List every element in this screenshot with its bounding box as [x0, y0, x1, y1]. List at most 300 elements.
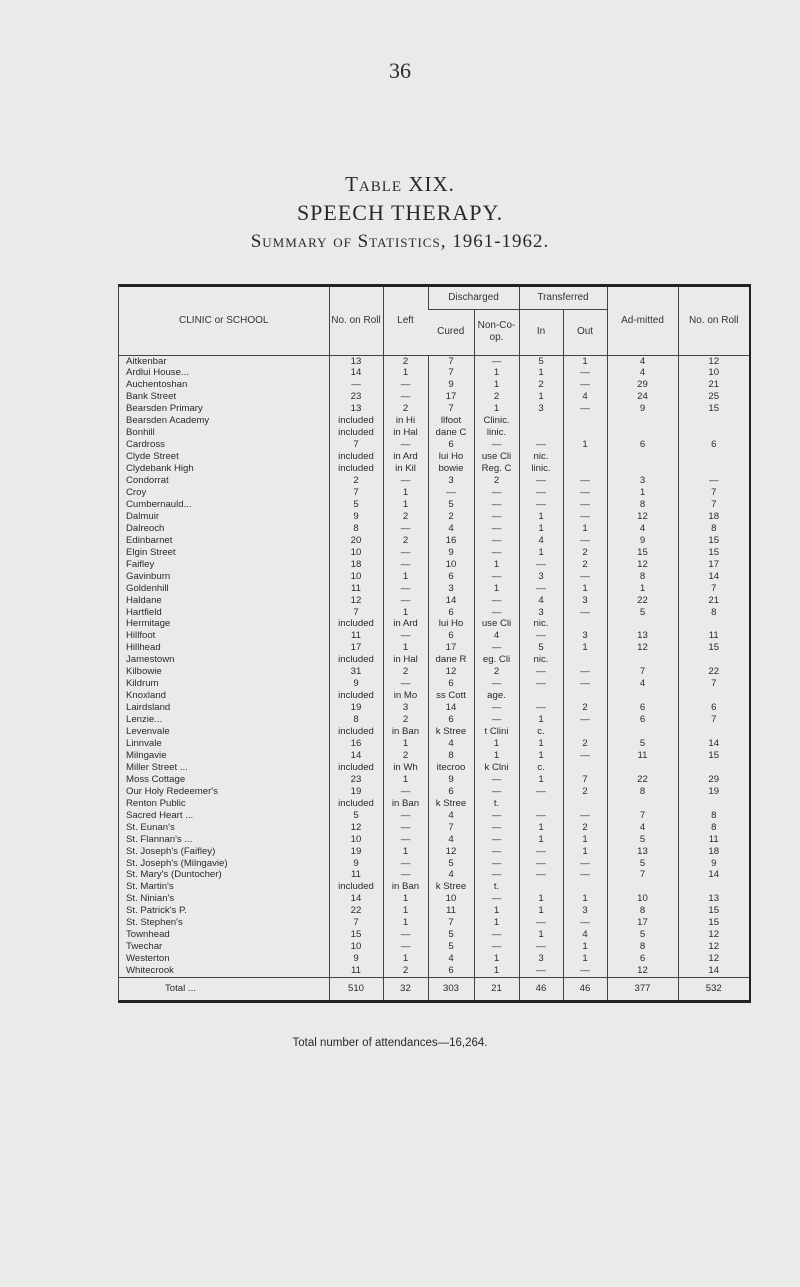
row-cell — [678, 726, 749, 738]
row-cell: — — [563, 499, 607, 511]
row-cell: 1 — [383, 738, 428, 750]
row-cell: 5 — [329, 810, 383, 822]
row-cell: 1 — [607, 487, 678, 499]
row-cell — [607, 690, 678, 702]
row-cell: 25 — [678, 391, 749, 403]
row-cell: eg. Cli — [474, 654, 519, 666]
row-cell: 8 — [678, 810, 749, 822]
row-cell: 5 — [607, 738, 678, 750]
row-cell: 23 — [329, 391, 383, 403]
page-title: SPEECH THERAPY. — [296, 200, 504, 225]
row-cell: 10 — [428, 559, 474, 571]
row-cell: 17 — [607, 917, 678, 929]
row-cell: — — [474, 571, 519, 583]
row-clinic-name: Clydebank High — [126, 463, 194, 475]
row-cell — [678, 451, 749, 463]
row-cell: — — [519, 678, 563, 690]
row-cell: 14 — [678, 965, 749, 977]
row-cell: 7 — [678, 714, 749, 726]
table-row — [119, 941, 749, 953]
table-row — [119, 714, 749, 726]
row-cell: 1 — [383, 905, 428, 917]
row-cell: — — [519, 941, 563, 953]
row-cell: 7 — [329, 917, 383, 929]
table-row — [119, 607, 749, 619]
table-row — [119, 451, 749, 463]
row-cell: 11 — [329, 583, 383, 595]
row-cell: — — [563, 666, 607, 678]
row-cell: bowie — [428, 463, 474, 475]
row-clinic-name: Our Holy Redeemer's — [126, 785, 218, 797]
row-cell: 15 — [678, 905, 749, 917]
row-cell: 15 — [678, 403, 749, 415]
row-cell: 2 — [383, 666, 428, 678]
row-cell: — — [474, 846, 519, 858]
row-cell: 4 — [607, 678, 678, 690]
row-cell: 7 — [563, 774, 607, 786]
row-cell: llfoot — [428, 415, 474, 427]
row-cell: 2 — [563, 738, 607, 750]
row-cell: t. — [474, 798, 519, 810]
row-cell: 1 — [519, 367, 563, 379]
row-cell: 21 — [678, 379, 749, 391]
row-cell: — — [474, 714, 519, 726]
table-row — [119, 798, 749, 810]
row-cell: 10 — [329, 834, 383, 846]
row-clinic-name: St. Martin's — [126, 881, 174, 893]
row-cell: 2 — [563, 559, 607, 571]
row-cell: 14 — [329, 367, 383, 379]
row-cell: 7 — [678, 583, 749, 595]
row-cell: — — [474, 941, 519, 953]
row-cell: 1 — [383, 846, 428, 858]
row-cell: 1 — [474, 953, 519, 965]
row-cell: 10 — [428, 893, 474, 905]
row-cell — [607, 654, 678, 666]
row-cell: 4 — [607, 822, 678, 834]
row-cell: 4 — [519, 535, 563, 547]
total-cell: 532 — [678, 978, 749, 1001]
row-cell: — — [383, 929, 428, 941]
row-cell: 1 — [563, 642, 607, 654]
row-cell — [678, 415, 749, 427]
row-cell — [607, 415, 678, 427]
statistics-table-frame — [118, 284, 751, 1003]
header-discharged: Discharged — [428, 287, 519, 309]
table-row — [119, 965, 749, 977]
row-cell — [678, 427, 749, 439]
row-cell: 8 — [607, 786, 678, 798]
row-cell: 1 — [474, 738, 519, 750]
row-cell: — — [563, 858, 607, 870]
row-cell: 12 — [329, 822, 383, 834]
row-cell: 15 — [678, 750, 749, 762]
row-cell: included — [329, 798, 383, 810]
row-cell: 19 — [329, 786, 383, 798]
row-cell: 15 — [329, 929, 383, 941]
row-cell: 7 — [329, 487, 383, 499]
row-clinic-name: Auchentoshan — [126, 379, 188, 391]
row-cell: 2 — [383, 403, 428, 415]
row-cell: — — [383, 379, 428, 391]
row-cell: nic. — [519, 654, 563, 666]
row-cell: 2 — [474, 391, 519, 403]
row-cell: 17 — [678, 559, 749, 571]
row-cell: 4 — [607, 367, 678, 379]
total-cell: 46 — [519, 978, 563, 1001]
row-cell: 2 — [383, 535, 428, 547]
row-cell: 1 — [563, 846, 607, 858]
row-cell: — — [383, 439, 428, 451]
row-cell: — — [474, 607, 519, 619]
row-cell: — — [519, 869, 563, 881]
row-clinic-name: Dalreoch — [126, 522, 165, 534]
table-row — [119, 810, 749, 822]
table-row — [119, 475, 749, 487]
row-cell: 19 — [678, 786, 749, 798]
row-cell: 18 — [678, 511, 749, 523]
table-row — [119, 630, 749, 642]
row-cell: 11 — [678, 834, 749, 846]
row-clinic-name: Milngavie — [126, 749, 167, 761]
header-no-on-roll: No. on Roll — [329, 287, 383, 355]
row-clinic-name: Kildrum — [126, 678, 159, 690]
row-cell — [563, 618, 607, 630]
row-cell: — — [383, 559, 428, 571]
row-cell: 9 — [607, 403, 678, 415]
row-cell: 14 — [678, 738, 749, 750]
row-clinic-name: Townhead — [126, 929, 170, 941]
row-cell: in Ard — [383, 451, 428, 463]
row-cell: — — [519, 487, 563, 499]
row-cell: 2 — [383, 965, 428, 977]
row-cell — [678, 798, 749, 810]
total-row — [119, 978, 749, 1001]
row-cell: 12 — [678, 953, 749, 965]
row-cell: 1 — [563, 439, 607, 451]
row-cell: — — [474, 858, 519, 870]
table-row — [119, 834, 749, 846]
row-cell: — — [563, 487, 607, 499]
row-cell: 1 — [383, 499, 428, 511]
row-cell: 1 — [474, 905, 519, 917]
row-cell: — — [519, 666, 563, 678]
row-clinic-name: St. Eunan's — [126, 821, 175, 833]
total-cell: 32 — [383, 978, 428, 1001]
row-cell: 8 — [607, 941, 678, 953]
row-cell: 1 — [474, 559, 519, 571]
table-row — [119, 523, 749, 535]
row-cell: 3 — [563, 595, 607, 607]
row-cell: 6 — [607, 714, 678, 726]
row-cell: — — [383, 595, 428, 607]
row-cell: k Clni — [474, 762, 519, 774]
row-cell: included — [329, 762, 383, 774]
row-clinic-name: Kilbowie — [126, 666, 162, 678]
row-cell: 2 — [519, 379, 563, 391]
table-row — [119, 654, 749, 666]
row-cell: — — [383, 834, 428, 846]
row-clinic-name: Croy — [126, 486, 147, 498]
table-row — [119, 391, 749, 403]
row-cell: — — [563, 571, 607, 583]
row-cell: — — [474, 929, 519, 941]
table-row — [119, 595, 749, 607]
row-cell: — — [563, 379, 607, 391]
table-row — [119, 774, 749, 786]
table-row — [119, 858, 749, 870]
row-cell: 13 — [607, 630, 678, 642]
row-cell: 1 — [563, 941, 607, 953]
row-cell: — — [383, 547, 428, 559]
row-cell: in Hal — [383, 427, 428, 439]
row-cell: included — [329, 654, 383, 666]
table-row — [119, 726, 749, 738]
table-row — [119, 929, 749, 941]
row-cell: included — [329, 726, 383, 738]
row-cell: 8 — [678, 607, 749, 619]
row-cell: — — [519, 810, 563, 822]
row-cell: 1 — [607, 583, 678, 595]
row-cell: 23 — [329, 774, 383, 786]
row-clinic-name: Westerton — [126, 953, 170, 965]
row-cell: k Stree — [428, 726, 474, 738]
row-clinic-name: Lenzie... — [126, 714, 163, 726]
row-cell: 16 — [329, 738, 383, 750]
row-cell: 5 — [607, 834, 678, 846]
row-cell: 2 — [563, 702, 607, 714]
row-cell — [607, 618, 678, 630]
row-cell: 6 — [428, 607, 474, 619]
row-cell: — — [474, 511, 519, 523]
total-cell: 303 — [428, 978, 474, 1001]
row-cell: — — [383, 822, 428, 834]
row-cell: 2 — [474, 666, 519, 678]
table-row — [119, 738, 749, 750]
row-cell: — — [474, 535, 519, 547]
row-cell: — — [563, 965, 607, 977]
row-cell: 9 — [428, 379, 474, 391]
row-cell: 7 — [678, 499, 749, 511]
table-row — [119, 355, 749, 367]
table-row — [119, 583, 749, 595]
row-cell: 6 — [678, 439, 749, 451]
row-cell — [678, 762, 749, 774]
row-cell: 3 — [519, 607, 563, 619]
row-clinic-name: St. Joseph's (Faifley) — [126, 845, 216, 857]
table-row — [119, 905, 749, 917]
table-row — [119, 499, 749, 511]
row-cell: 18 — [678, 846, 749, 858]
row-cell: — — [383, 858, 428, 870]
row-cell: 2 — [383, 750, 428, 762]
row-cell: 8 — [607, 905, 678, 917]
row-cell — [607, 798, 678, 810]
row-cell — [678, 690, 749, 702]
row-clinic-name: Miller Street ... — [126, 761, 188, 773]
row-clinic-name: Whitecrook — [126, 965, 174, 977]
row-cell: 6 — [428, 714, 474, 726]
row-cell: — — [519, 846, 563, 858]
row-cell: 7 — [607, 666, 678, 678]
row-cell: — — [563, 475, 607, 487]
row-cell: 13 — [678, 893, 749, 905]
row-cell: 4 — [563, 929, 607, 941]
row-cell: — — [383, 941, 428, 953]
table-row — [119, 559, 749, 571]
row-cell: 1 — [519, 391, 563, 403]
row-cell: in Mo — [383, 690, 428, 702]
row-cell: — — [519, 475, 563, 487]
row-cell: 14 — [329, 893, 383, 905]
row-cell: 14 — [678, 571, 749, 583]
header-no-on-roll-end: No. on Roll — [678, 287, 749, 355]
row-cell — [678, 463, 749, 475]
table-row — [119, 666, 749, 678]
total-cell: 21 — [474, 978, 519, 1001]
row-cell: 9 — [678, 858, 749, 870]
table-row — [119, 403, 749, 415]
row-cell: — — [474, 499, 519, 511]
row-cell: 7 — [678, 678, 749, 690]
header-out: Out — [563, 309, 607, 355]
row-cell: — — [519, 583, 563, 595]
row-cell: 12 — [607, 559, 678, 571]
row-cell: — — [383, 523, 428, 535]
row-cell: 3 — [563, 905, 607, 917]
row-cell: 8 — [329, 714, 383, 726]
row-cell: 2 — [383, 355, 428, 367]
row-cell: 16 — [428, 535, 474, 547]
row-cell: — — [474, 678, 519, 690]
row-cell: in Hi — [383, 415, 428, 427]
row-cell: 1 — [383, 774, 428, 786]
table-row — [119, 762, 749, 774]
row-cell: lui Ho — [428, 451, 474, 463]
row-cell: 1 — [383, 571, 428, 583]
row-cell: — — [474, 893, 519, 905]
row-cell — [678, 881, 749, 893]
row-cell: dane C — [428, 427, 474, 439]
row-cell: 1 — [474, 917, 519, 929]
table-row — [119, 547, 749, 559]
row-clinic-name: Elgin Street — [126, 546, 176, 558]
row-clinic-name: Edinbarnet — [126, 534, 173, 546]
row-cell: — — [563, 810, 607, 822]
row-cell: — — [474, 774, 519, 786]
row-cell: included — [329, 451, 383, 463]
row-cell: — — [563, 678, 607, 690]
row-cell: c. — [519, 762, 563, 774]
row-cell: in Ban — [383, 726, 428, 738]
page-number: 36 — [389, 58, 411, 83]
table-row — [119, 690, 749, 702]
row-cell: 3 — [428, 475, 474, 487]
table-label: Table XIX. — [345, 172, 455, 196]
row-cell: 11 — [329, 869, 383, 881]
row-cell: dane R — [428, 654, 474, 666]
row-cell: — — [563, 714, 607, 726]
row-cell: — — [678, 475, 749, 487]
row-cell: 4 — [474, 630, 519, 642]
table-row — [119, 642, 749, 654]
row-cell: 3 — [519, 571, 563, 583]
row-clinic-name: Hartfield — [126, 606, 162, 618]
header-admitted: Ad-mitted — [607, 287, 678, 355]
row-cell: — — [474, 810, 519, 822]
row-cell: 3 — [563, 630, 607, 642]
table-body — [119, 355, 749, 978]
row-cell: 8 — [329, 523, 383, 535]
row-cell: 1 — [519, 893, 563, 905]
row-cell: c. — [519, 726, 563, 738]
row-clinic-name: Jamestown — [126, 654, 175, 666]
row-cell: 22 — [607, 595, 678, 607]
row-cell — [607, 451, 678, 463]
row-cell: 15 — [678, 547, 749, 559]
row-cell: k Stree — [428, 798, 474, 810]
row-cell — [519, 415, 563, 427]
row-cell: 1 — [519, 774, 563, 786]
row-cell: 2 — [329, 475, 383, 487]
row-cell: 1 — [383, 367, 428, 379]
row-cell: in Kil — [383, 463, 428, 475]
row-cell: 11 — [607, 750, 678, 762]
row-cell: 4 — [428, 523, 474, 535]
row-cell: 7 — [329, 607, 383, 619]
table-row — [119, 750, 749, 762]
table-row — [119, 487, 749, 499]
row-cell — [678, 654, 749, 666]
row-cell: 12 — [607, 642, 678, 654]
row-cell: 10 — [607, 893, 678, 905]
row-clinic-name: St. Joseph's (Milngavie) — [126, 857, 228, 869]
row-cell: 13 — [329, 355, 383, 367]
row-cell: included — [329, 690, 383, 702]
row-cell — [563, 654, 607, 666]
table-row — [119, 678, 749, 690]
row-cell: — — [519, 499, 563, 511]
row-cell — [519, 690, 563, 702]
row-cell: 6 — [428, 965, 474, 977]
row-clinic-name: Condorrat — [126, 475, 169, 487]
row-cell: 14 — [678, 869, 749, 881]
row-cell: 1 — [563, 523, 607, 535]
row-clinic-name: Twechar — [126, 941, 163, 953]
row-cell: Clinic. — [474, 415, 519, 427]
row-cell: — — [563, 869, 607, 881]
row-cell: 7 — [428, 355, 474, 367]
row-cell: 4 — [428, 869, 474, 881]
row-cell: 14 — [428, 702, 474, 714]
row-cell: 4 — [428, 834, 474, 846]
row-cell: 6 — [428, 630, 474, 642]
row-cell: 1 — [563, 953, 607, 965]
row-cell: 1 — [519, 523, 563, 535]
row-cell: 4 — [428, 738, 474, 750]
row-cell: 22 — [329, 905, 383, 917]
header-non-coop: Non-Co-op. — [474, 309, 519, 355]
row-cell: in Ban — [383, 798, 428, 810]
row-clinic-name: Bank Street — [126, 391, 177, 403]
row-cell: 9 — [607, 535, 678, 547]
row-cell: 15 — [678, 535, 749, 547]
row-cell: 1 — [474, 367, 519, 379]
row-cell — [563, 415, 607, 427]
row-cell: — — [474, 642, 519, 654]
row-cell: included — [329, 618, 383, 630]
row-cell: 22 — [678, 666, 749, 678]
